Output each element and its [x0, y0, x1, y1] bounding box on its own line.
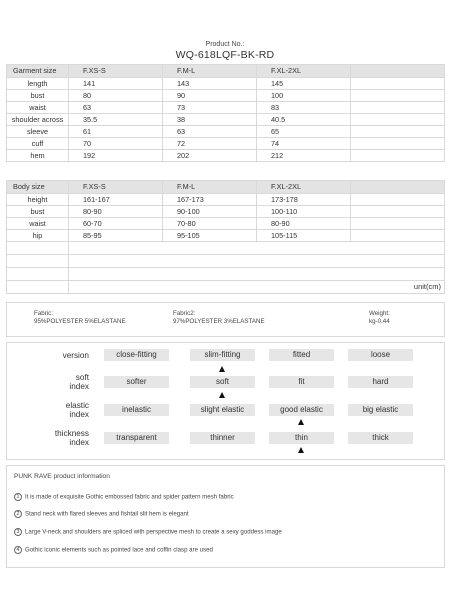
table-row-empty	[7, 268, 445, 281]
empty-cell	[7, 242, 69, 255]
measure-value: 40.5	[257, 114, 351, 126]
size-column-xl-2xl: F.XL-2XL	[257, 65, 351, 78]
measure-label: waist	[7, 218, 69, 230]
empty-cell	[351, 126, 445, 138]
index-option: thick	[348, 432, 413, 444]
measure-label: hip	[7, 230, 69, 242]
index-label-line: version	[62, 351, 89, 360]
empty-cell	[69, 242, 445, 255]
selected-triangle-icon	[298, 419, 304, 425]
measure-value: 105-115	[257, 230, 351, 242]
measure-label: hem	[7, 150, 69, 162]
measure-value: 212	[257, 150, 351, 162]
measure-value: 70-80	[163, 218, 257, 230]
size-column-xs-s: F.XS-S	[69, 181, 163, 194]
index-option: loose	[348, 349, 413, 361]
index-option: big elastic	[348, 404, 413, 416]
index-option-selected: thin	[269, 432, 334, 444]
list-item	[14, 546, 213, 554]
empty-cell	[351, 90, 445, 102]
empty-cell	[351, 230, 445, 242]
index-label-line: index	[69, 381, 89, 391]
index-label	[7, 430, 89, 447]
selected-triangle-icon	[219, 366, 225, 372]
measure-label: cuff	[7, 138, 69, 150]
measure-value: 192	[69, 150, 163, 162]
index-label-line: index	[69, 409, 89, 419]
item-number: 4	[14, 546, 22, 554]
empty-cell	[351, 218, 445, 230]
table-row	[7, 138, 445, 150]
measure-value: 80	[69, 90, 163, 102]
selected-triangle-icon	[298, 447, 304, 453]
garment-index-box	[6, 342, 445, 460]
garment-size-header: Garment size	[7, 65, 69, 78]
size-column-m-l: F.M-L	[163, 181, 257, 194]
table-row	[7, 218, 445, 230]
size-column-xl-2xl: F.XL-2XL	[257, 181, 351, 194]
item-number: 1	[14, 493, 22, 501]
empty-cell	[7, 268, 69, 281]
table-row	[7, 230, 445, 242]
table-row	[7, 126, 445, 138]
empty-cell	[351, 65, 445, 78]
index-label-line: elastic	[65, 401, 89, 410]
index-option: hard	[348, 376, 413, 388]
measure-value: 202	[163, 150, 257, 162]
measure-label: bust	[7, 90, 69, 102]
table-row	[7, 194, 445, 206]
item-text: It is made of exquisite Gothic embossed fabric and spider pattern mesh fabric	[25, 493, 234, 501]
index-option: transparent	[104, 432, 169, 444]
index-option-selected: slim-fitting	[190, 349, 255, 361]
body-size-table	[6, 180, 445, 294]
index-label	[7, 402, 89, 419]
index-option: close-fitting	[104, 349, 169, 361]
list-item	[14, 510, 189, 518]
measure-value: 73	[163, 102, 257, 114]
measure-value: 145	[257, 78, 351, 90]
measure-value: 83	[257, 102, 351, 114]
body-size-header: Body size	[7, 181, 69, 194]
empty-cell	[351, 102, 445, 114]
measure-value: 161-167	[69, 194, 163, 206]
product-header	[0, 40, 450, 61]
table-row	[7, 90, 445, 102]
measure-value: 80-90	[257, 218, 351, 230]
index-label-line: soft	[75, 373, 89, 382]
index-label	[7, 374, 89, 391]
product-number-label: Product No.:	[205, 41, 245, 48]
empty-cell	[7, 255, 69, 268]
empty-cell	[351, 78, 445, 90]
empty-cell	[351, 114, 445, 126]
measure-value: 72	[163, 138, 257, 150]
list-item	[14, 528, 282, 536]
measure-value: 90-100	[163, 206, 257, 218]
index-option: fitted	[269, 349, 334, 361]
product-info-title: PUNK RAVE product information	[14, 473, 110, 480]
measure-value: 100-110	[257, 206, 351, 218]
empty-cell	[7, 281, 69, 294]
index-option: thinner	[190, 432, 255, 444]
fabric-2-label: Fabric2:	[173, 310, 196, 317]
product-code: WQ-618LQF-BK-RD	[175, 49, 275, 61]
fabric-1-label: Fabric:	[34, 310, 53, 317]
weight	[369, 310, 390, 326]
measure-value: 74	[257, 138, 351, 150]
size-column-m-l: F.M-L	[163, 65, 257, 78]
measure-value: 90	[163, 90, 257, 102]
table-row	[7, 78, 445, 90]
measure-value: 35.5	[69, 114, 163, 126]
item-text: Stand neck with flared sleeves and fishtail slit hem is elegant	[25, 510, 189, 518]
index-option: fit	[269, 376, 334, 388]
product-info-box	[6, 465, 445, 568]
weight-value: kg-0.44	[369, 318, 390, 325]
table-row-empty	[7, 242, 445, 255]
measure-label: length	[7, 78, 69, 90]
empty-cell	[69, 255, 445, 268]
weight-label: Weight:	[369, 310, 390, 317]
table-row-empty	[7, 255, 445, 268]
index-option: slight elastic	[190, 404, 255, 416]
measure-value: 60-70	[69, 218, 163, 230]
item-number: 2	[14, 510, 22, 518]
measure-label: waist	[7, 102, 69, 114]
empty-cell	[351, 181, 445, 194]
measure-value: 80-90	[69, 206, 163, 218]
selected-triangle-icon	[219, 392, 225, 398]
fabric-2-value: 97%POLYESTER 3%ELASTANE	[173, 318, 265, 325]
empty-cell	[351, 150, 445, 162]
measure-value: 173-178	[257, 194, 351, 206]
fabric-1-value: 95%POLYESTER 5%ELASTANE	[34, 318, 126, 325]
index-label-line: index	[69, 437, 89, 447]
empty-cell	[351, 206, 445, 218]
table-row	[7, 206, 445, 218]
measure-value: 70	[69, 138, 163, 150]
index-option: softer	[104, 376, 169, 388]
measure-value: 85-95	[69, 230, 163, 242]
measure-label: bust	[7, 206, 69, 218]
empty-cell	[69, 268, 445, 281]
measure-value: 95-105	[163, 230, 257, 242]
garment-size-table	[6, 64, 445, 162]
list-item	[14, 493, 234, 501]
unit-label: unit(cm)	[69, 281, 445, 294]
index-label-line: thickness	[54, 429, 89, 438]
body-size-header-row	[7, 181, 445, 194]
item-text: Gothic iconic elements such as pointed lace and coffin clasp are used	[25, 546, 213, 554]
measure-value: 38	[163, 114, 257, 126]
index-option: inelastic	[104, 404, 169, 416]
index-option-selected: soft	[190, 376, 255, 388]
fabric-2	[173, 310, 265, 326]
fabric-info-box	[6, 302, 445, 337]
measure-value: 100	[257, 90, 351, 102]
measure-value: 141	[69, 78, 163, 90]
item-number: 3	[14, 528, 22, 536]
table-row	[7, 102, 445, 114]
item-text: Large V-neck and shoulders are spliced with perspective mesh to create a sexy goddess image	[25, 528, 282, 536]
size-column-xs-s: F.XS-S	[69, 65, 163, 78]
garment-size-header-row	[7, 65, 445, 78]
table-row	[7, 150, 445, 162]
index-option-selected: good elastic	[269, 404, 334, 416]
empty-cell	[351, 194, 445, 206]
measure-value: 61	[69, 126, 163, 138]
measure-label: shoulder across	[7, 114, 69, 126]
measure-value: 65	[257, 126, 351, 138]
measure-value: 63	[69, 102, 163, 114]
index-label	[7, 352, 89, 361]
measure-value: 167-173	[163, 194, 257, 206]
empty-cell	[351, 138, 445, 150]
fabric-1	[34, 310, 126, 326]
measure-value: 143	[163, 78, 257, 90]
measure-value: 63	[163, 126, 257, 138]
table-row	[7, 114, 445, 126]
measure-label: height	[7, 194, 69, 206]
table-row-unit	[7, 281, 445, 294]
measure-label: sleeve	[7, 126, 69, 138]
